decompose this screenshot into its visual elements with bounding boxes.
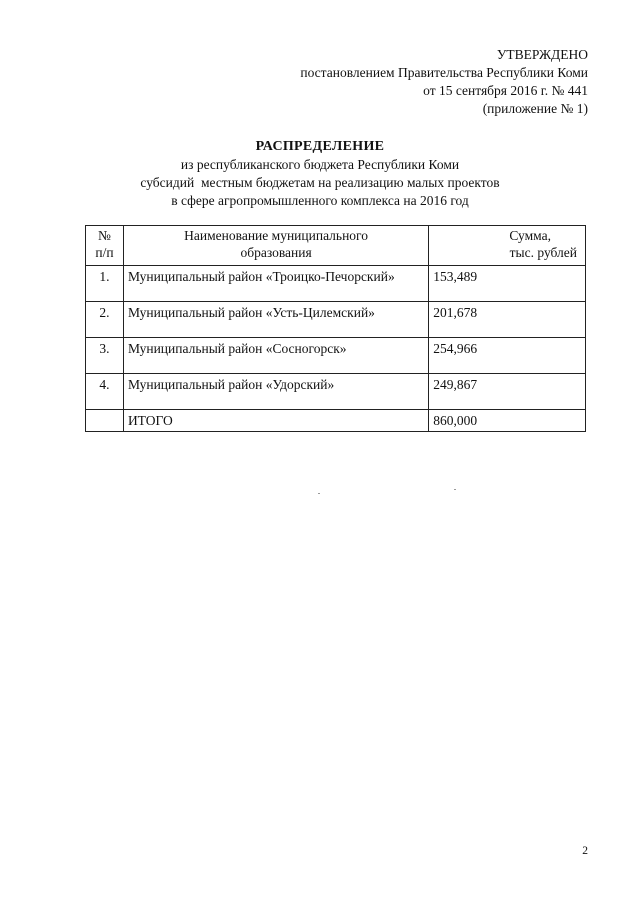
- total-label: ИТОГО: [123, 410, 428, 432]
- header-number-line-1: №: [98, 228, 111, 243]
- approval-stamp: [300, 46, 588, 118]
- header-name: [123, 226, 428, 266]
- title-line-3: в сфере агропромышленного комплекса на 2016 год: [171, 193, 469, 208]
- scan-speck: [454, 489, 456, 490]
- table-row: [86, 338, 586, 374]
- title-main: РАСПРЕДЕЛЕНИЕ: [255, 139, 385, 154]
- header-name-line-1: Наименование муниципального: [184, 228, 368, 243]
- title-line-2: субсидий местным бюджетам на реализацию малых проектов: [140, 175, 500, 190]
- header-sum-line-1: Сумма,: [509, 228, 551, 243]
- row-sum: 201,678: [429, 302, 586, 338]
- title-line-1: из республиканского бюджета Республики Коми: [180, 157, 460, 172]
- header-name-line-2: образования: [240, 245, 312, 260]
- scan-speck: [318, 493, 320, 494]
- row-number: 2.: [86, 302, 124, 338]
- row-municipality: Муниципальный район «Сосногорск»: [123, 338, 428, 374]
- approval-decree: постановлением Правительства Республики Коми: [300, 65, 588, 80]
- distribution-table: [85, 225, 586, 432]
- total-sum: 860,000: [429, 410, 586, 432]
- approval-heading: УТВЕРЖДЕНО: [496, 47, 588, 62]
- row-number: 4.: [86, 374, 124, 410]
- header-number-line-2: п/п: [95, 245, 114, 260]
- table-row: [86, 302, 586, 338]
- table-total-row: [86, 410, 586, 432]
- page-number: 2: [582, 845, 588, 857]
- header-number: [86, 226, 124, 266]
- row-municipality: Муниципальный район «Троицко-Печорский»: [123, 266, 428, 302]
- table-header-row: [86, 226, 586, 266]
- row-sum: 254,966: [429, 338, 586, 374]
- row-number: 1.: [86, 266, 124, 302]
- approval-appendix: (приложение № 1): [482, 101, 588, 116]
- header-sum-line-2: тыс. рублей: [509, 245, 577, 260]
- row-municipality: Муниципальный район «Усть-Цилемский»: [123, 302, 428, 338]
- header-sum: [429, 226, 586, 266]
- table-row: [86, 374, 586, 410]
- table-row: [86, 266, 586, 302]
- row-sum: 249,867: [429, 374, 586, 410]
- row-sum: 153,489: [429, 266, 586, 302]
- document-title: [0, 138, 640, 210]
- row-municipality: Муниципальный район «Удорский»: [123, 374, 428, 410]
- total-number: [86, 410, 124, 432]
- approval-date: от 15 сентября 2016 г. № 441: [423, 83, 588, 98]
- row-number: 3.: [86, 338, 124, 374]
